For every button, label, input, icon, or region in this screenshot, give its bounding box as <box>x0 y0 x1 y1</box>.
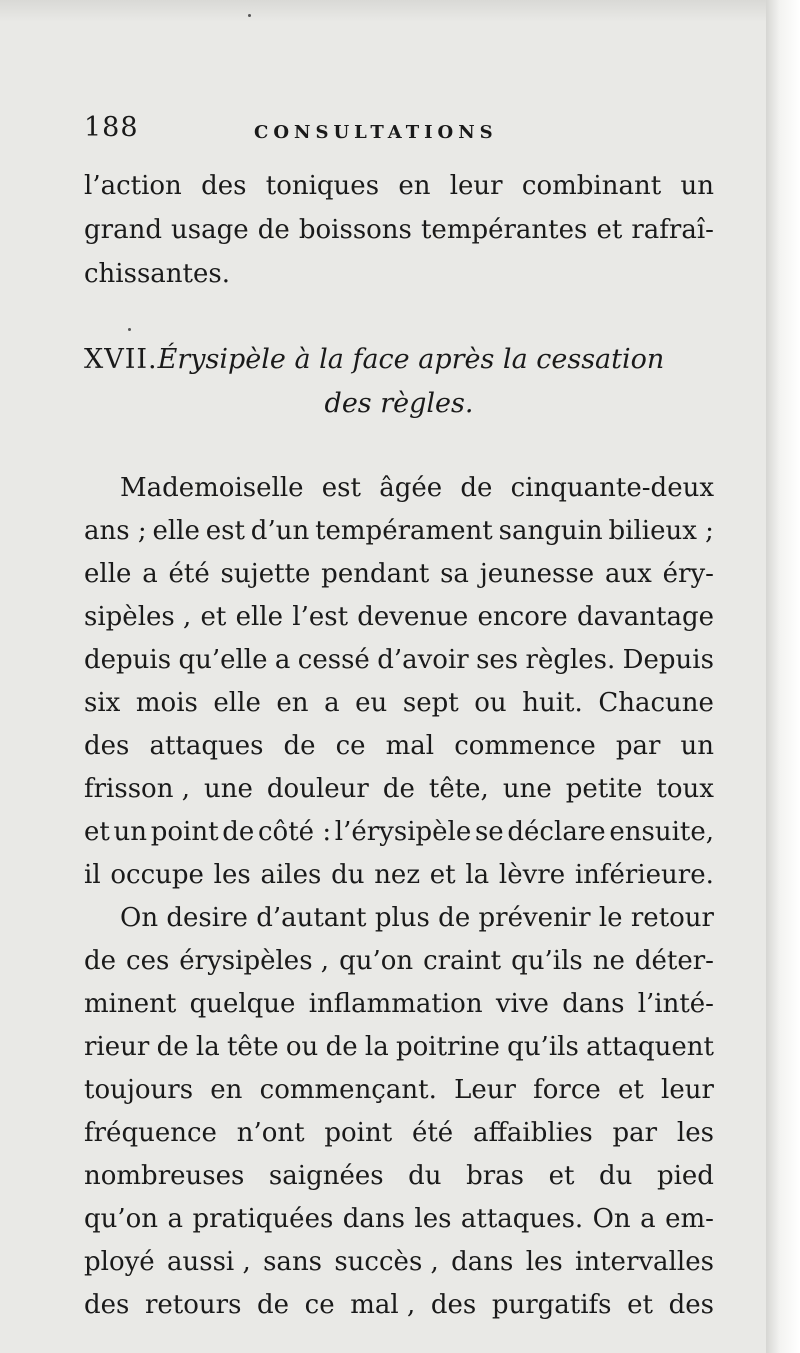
word: côté : <box>258 817 332 847</box>
word: d’autant <box>256 903 367 933</box>
word: retours <box>144 1290 242 1320</box>
word: lèvre <box>498 860 566 890</box>
word: par <box>615 731 661 761</box>
word: grand <box>84 215 162 245</box>
word: a <box>167 1204 184 1234</box>
word: des <box>430 1290 477 1320</box>
word: mois <box>135 688 198 718</box>
word: des <box>84 731 130 761</box>
word: ou <box>285 1032 319 1062</box>
word: pratiquées <box>192 1204 334 1234</box>
text-line <box>84 724 714 768</box>
word: d’avoir <box>377 645 469 675</box>
word: toniques <box>265 171 380 201</box>
section-title-line-1 <box>84 337 714 383</box>
word: Depuis <box>622 645 714 675</box>
word: du <box>408 1161 442 1191</box>
word: se <box>474 817 504 847</box>
word: frisson , <box>84 774 190 804</box>
text-line <box>84 810 714 854</box>
text-line <box>84 1111 714 1155</box>
word: une <box>502 774 552 804</box>
word: et <box>596 215 623 245</box>
word: et <box>429 860 456 890</box>
word: l’action <box>84 171 182 201</box>
word: bras <box>466 1161 525 1191</box>
word: leur <box>661 1075 714 1105</box>
word: sujette <box>220 559 311 589</box>
word: de <box>438 903 471 933</box>
text-line <box>84 681 714 725</box>
word: point <box>150 817 219 847</box>
word: chissantes. <box>84 259 230 289</box>
word: nez <box>374 860 421 890</box>
word: dans <box>342 1204 405 1234</box>
word: ou <box>474 688 507 718</box>
word: qu’on <box>339 946 414 976</box>
word: bilieux ; <box>608 516 714 546</box>
word: et <box>200 602 227 632</box>
word: déter- <box>634 946 714 976</box>
word: encore <box>477 602 568 632</box>
word: depuis <box>84 645 172 675</box>
word: de <box>222 817 255 847</box>
word: est <box>321 473 361 503</box>
word: inférieure. <box>574 860 714 890</box>
word: huit. <box>522 688 583 718</box>
word: âgée <box>379 473 443 503</box>
word: été <box>168 559 210 589</box>
word: usage <box>171 215 249 245</box>
word: mal , <box>350 1290 416 1320</box>
word: em- <box>665 1204 714 1234</box>
section-number: XVII. <box>84 344 158 375</box>
word: et <box>617 1075 644 1105</box>
section-title-line-2 <box>84 381 714 427</box>
word: ne <box>592 946 625 976</box>
word: six <box>84 688 121 718</box>
word: érysipèles , <box>179 946 330 976</box>
word: les <box>525 1247 563 1277</box>
word: quelque <box>189 989 296 1019</box>
text-line <box>84 1283 714 1327</box>
text-line <box>84 896 714 940</box>
word: n’ont <box>236 1118 305 1148</box>
text-line <box>84 853 714 897</box>
word: ce <box>304 1290 335 1320</box>
text-line <box>84 982 714 1026</box>
word: dans <box>451 1247 514 1277</box>
word: et <box>548 1161 575 1191</box>
word: elle <box>213 688 261 718</box>
word: aussi , <box>167 1247 251 1277</box>
word: de <box>325 1032 358 1062</box>
word: succès , <box>334 1247 439 1277</box>
word: de <box>156 1032 189 1062</box>
word: boissons <box>298 215 412 245</box>
word: d’un <box>250 516 310 546</box>
word: qu’ils <box>507 1032 579 1062</box>
word: sa <box>440 559 469 589</box>
word: a <box>274 645 291 675</box>
word: fréquence <box>84 1118 217 1148</box>
word: inflammation <box>308 989 483 1019</box>
word: force <box>533 1075 601 1105</box>
word: rafraî- <box>631 215 714 245</box>
word: saignées <box>268 1161 384 1191</box>
text-line <box>84 208 714 252</box>
word: elle <box>152 516 200 546</box>
word: occupe <box>110 860 204 890</box>
word: toux <box>656 774 714 804</box>
word: poitrine <box>395 1032 500 1062</box>
word: été <box>411 1118 454 1148</box>
word: attaques <box>149 731 264 761</box>
word: par <box>612 1118 658 1148</box>
word: attaquent <box>586 1032 714 1062</box>
word: qu’on <box>84 1204 159 1234</box>
word: affaiblies <box>472 1118 593 1148</box>
page-header <box>84 112 724 152</box>
word: petite <box>565 774 643 804</box>
word: de <box>257 215 290 245</box>
word: les <box>414 1204 452 1234</box>
word: a <box>640 1204 656 1234</box>
word: minent <box>84 989 177 1019</box>
word: purgatifs <box>491 1290 612 1320</box>
word: tête <box>226 1032 279 1062</box>
section-title-continuation: des règles. <box>324 388 474 419</box>
word: toujours <box>84 1075 194 1105</box>
text-line <box>84 164 714 208</box>
word: des <box>84 1290 130 1320</box>
word: pied <box>656 1161 714 1191</box>
word: et <box>627 1290 653 1320</box>
text-line <box>84 252 714 296</box>
word: l’érysipèle <box>334 817 472 847</box>
word: qu’ils <box>511 946 583 976</box>
word: en <box>398 171 431 201</box>
word: intervalles <box>575 1247 714 1277</box>
word: leur <box>449 171 503 201</box>
ink-speck <box>128 328 131 331</box>
word: la <box>195 1032 220 1062</box>
word: et <box>84 817 110 847</box>
word: prévenir <box>478 903 591 933</box>
word: en <box>276 688 309 718</box>
text-line <box>84 939 714 983</box>
word: un <box>680 731 714 761</box>
word: tête, <box>428 774 489 804</box>
text-line <box>84 1197 714 1241</box>
word: en <box>210 1075 243 1105</box>
word: vive <box>495 989 549 1019</box>
word: dans <box>562 989 625 1019</box>
word: devenue <box>357 602 469 632</box>
page-number: 188 <box>84 112 139 143</box>
text-line <box>84 595 714 639</box>
text-line <box>84 767 714 811</box>
word: la <box>364 1032 389 1062</box>
word: est <box>205 516 245 546</box>
word: un <box>680 171 714 201</box>
text-line <box>84 638 714 682</box>
word: craint <box>423 946 502 976</box>
word: le <box>598 903 623 933</box>
word: douleur <box>266 774 369 804</box>
word: les <box>676 1118 714 1148</box>
word: elle <box>84 559 132 589</box>
word: règles. <box>525 645 616 675</box>
word: de <box>382 774 415 804</box>
word: sept <box>402 688 459 718</box>
word: un <box>113 817 148 847</box>
word: de <box>460 473 493 503</box>
word: commence <box>454 731 596 761</box>
word: nombreuses <box>84 1161 245 1191</box>
word: Chacune <box>598 688 714 718</box>
word: attaques. <box>460 1204 584 1234</box>
word: aux <box>604 559 652 589</box>
ink-speck <box>248 14 251 17</box>
word: ensuite, <box>609 817 714 847</box>
word: sipèles , <box>84 602 192 632</box>
word: davantage <box>576 602 714 632</box>
word: tempérantes <box>420 215 588 245</box>
word: retour <box>630 903 714 933</box>
word: combinant <box>521 171 662 201</box>
word: elle <box>235 602 284 632</box>
page-top-shadow <box>0 0 800 22</box>
word: eu <box>355 688 388 718</box>
running-head: CONSULTATIONS <box>254 122 498 143</box>
text-line <box>84 1025 714 1069</box>
word: Mademoiselle <box>120 473 304 503</box>
section-title-text: Érysipèle à la face après la cessation <box>157 344 665 375</box>
word: l’inté- <box>637 989 714 1019</box>
word: pendant <box>321 559 430 589</box>
word: On <box>592 1204 631 1234</box>
word: ployé <box>84 1247 155 1277</box>
word: des <box>201 171 247 201</box>
word: cinquante-deux <box>510 473 714 503</box>
word: sans <box>263 1247 323 1277</box>
word: cessé <box>297 645 370 675</box>
word: Leur <box>454 1075 516 1105</box>
word: déclare <box>507 817 606 847</box>
word: des <box>668 1290 714 1320</box>
word: ses <box>476 645 519 675</box>
word: une <box>204 774 253 804</box>
word: mal <box>385 731 435 761</box>
text-line <box>84 509 714 553</box>
word: la <box>465 860 490 890</box>
word: point <box>324 1118 393 1148</box>
word: sanguin <box>498 516 603 546</box>
word: tempérament <box>315 516 493 546</box>
word: éry- <box>662 559 714 589</box>
text-line <box>84 1240 714 1284</box>
word: desire <box>166 903 248 933</box>
word: On <box>120 903 159 933</box>
word: ce <box>335 731 366 761</box>
text-line <box>84 1068 714 1112</box>
word: de <box>84 946 117 976</box>
text-line <box>84 1154 714 1198</box>
word: jeunesse <box>479 559 595 589</box>
word: les <box>213 860 251 890</box>
word: du <box>598 1161 633 1191</box>
page-right-edge <box>766 0 800 1353</box>
word: de <box>283 731 316 761</box>
word: a <box>142 559 158 589</box>
word: du <box>331 860 365 890</box>
word: plus <box>374 903 430 933</box>
word: commençant. <box>259 1075 437 1105</box>
word: a <box>324 688 340 718</box>
word: ans ; <box>84 516 147 546</box>
word: ces <box>126 946 170 976</box>
text-line <box>84 552 714 596</box>
text-line <box>84 466 714 510</box>
word: il <box>84 860 101 890</box>
word: l’est <box>292 602 349 632</box>
word: qu’elle <box>178 645 268 675</box>
word: rieur <box>84 1032 150 1062</box>
word: ailes <box>260 860 322 890</box>
word: de <box>257 1290 290 1320</box>
